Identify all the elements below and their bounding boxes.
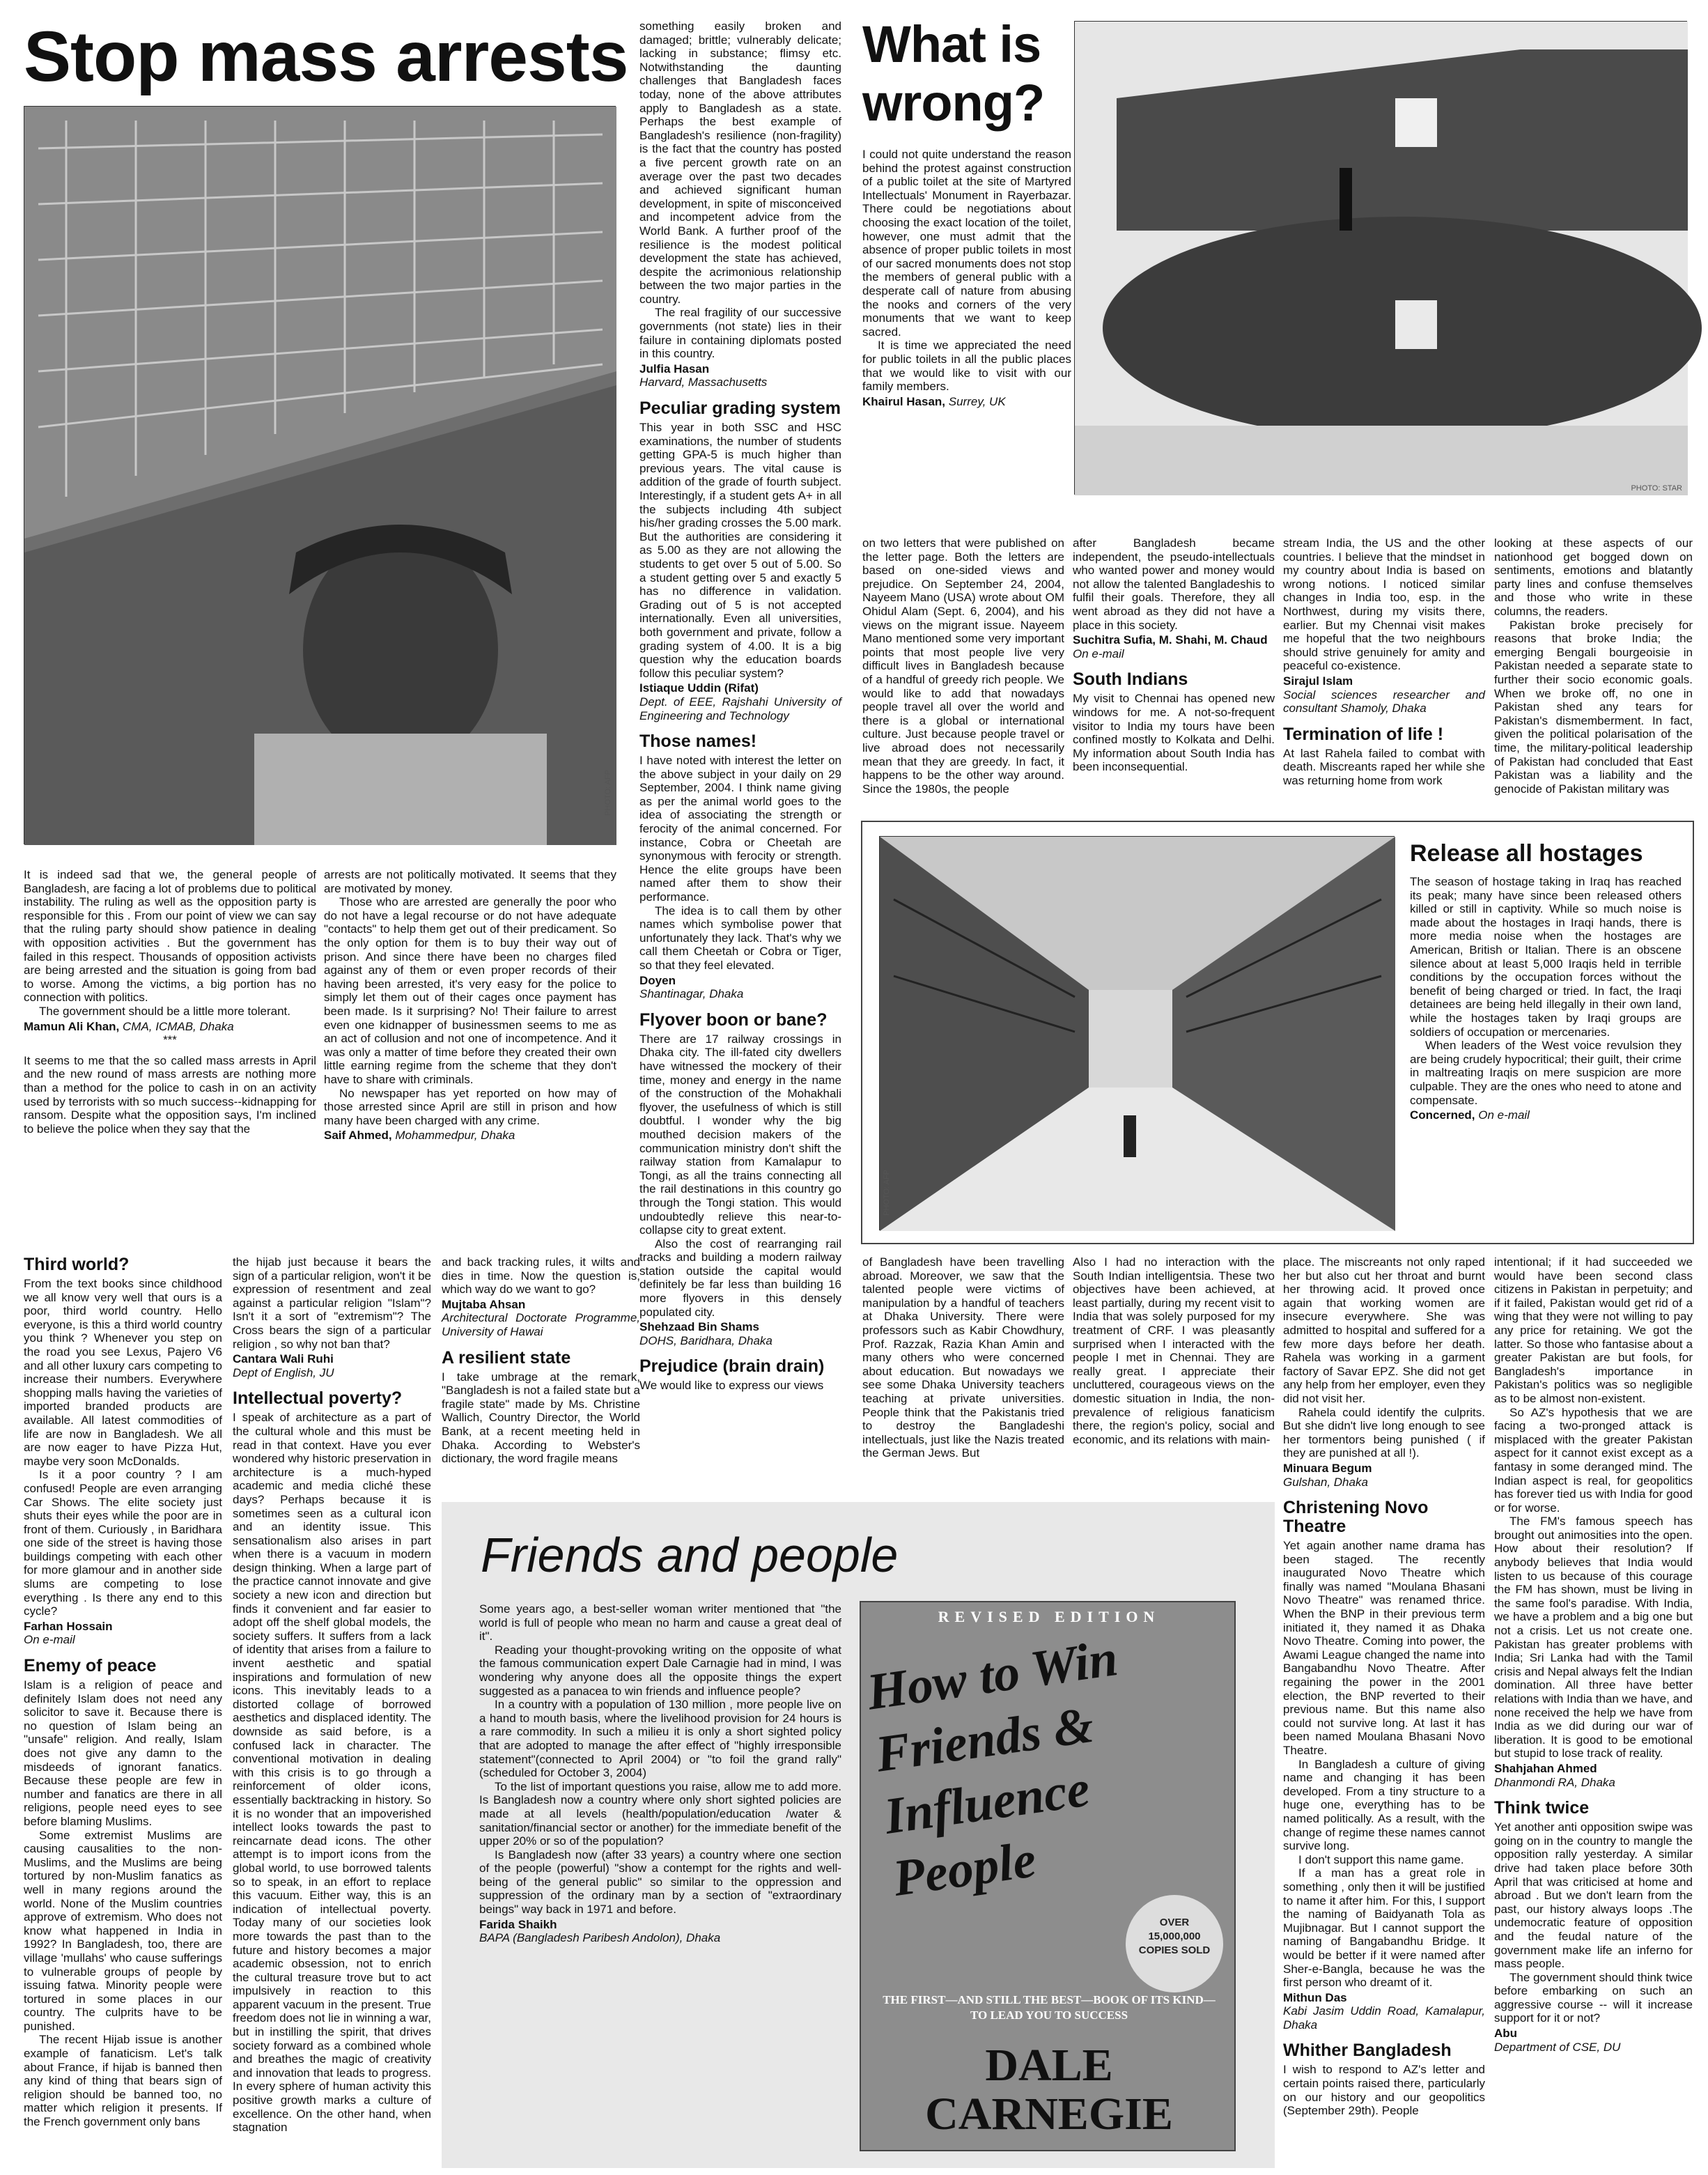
letter-heading: Third world? — [24, 1255, 130, 1274]
paragraph: From the text books since childhood we all know very well that ours is a poor, third world country. Hello everyone, is this a third world country you think ? Whenever you step on the road you see Lexus, Pajero V6 and all other luxury cars competing to increase their numbers. Everywhere shopping malls having the varieties of imported branded products are available. All latest commodities of life are now in Bangladesh. We all are now eager to have Pizza Hut, maybe very soon McDonalds. — [24, 1277, 222, 1468]
paragraph: Reading your thought-provoking writing on the opposite of what the famous communication expert Dale Carnagie had in mind, I was wondering why anyone does all the opposite things the expert suggested as a panacea to win friends and influence people? — [479, 1643, 841, 1698]
signature — [862, 395, 1071, 409]
author-name: Julfia Hasan — [639, 362, 710, 376]
headline-release-hostages: Release all hostages — [1410, 840, 1643, 867]
letter-heading: Flyover boon or bane? — [639, 1009, 828, 1030]
paragraph: stream India, the US and the other countries. I believe that the mindset in my country about India is based on wrong notions. I noticed similar changes in India too, esp. in the Northwest, during my visits there, earlier. But my Chennai visit makes me hopeful that the two neighbours should strive genuinely for amity and peaceful co-existence. — [1283, 536, 1485, 673]
bottom-column-1 — [24, 1255, 222, 2168]
author-name: Concerned, — [1410, 1108, 1475, 1122]
author-affiliation: Dept. of EEE, Rajshahi University of Engineering and Technology — [639, 695, 841, 722]
paragraph: At last Rahela failed to combat with death. Miscreants raped her while she was returning home from work — [1283, 746, 1485, 787]
author-affiliation: Kabi Jasim Uddin Road, Kamalapur, Dhaka — [1283, 2004, 1485, 2031]
letter-heading: Intellectual poverty? — [233, 1388, 403, 1409]
letter-column-1 — [24, 868, 316, 1216]
author-name: Sirajul Islam — [1283, 674, 1353, 688]
author-affiliation: On e-mail — [24, 1633, 75, 1647]
mid-column-7 — [1494, 536, 1693, 801]
paragraph: In a country with a population of 130 million , more people live on a hand to mouth basis, where the livelihood provision for 24 hours is a rare commodity. In such a milieu it is only a short sighted policy that are adopted to manage the after effect of "highly irresponsible statement"(connected to April 2004) or "to foil the grand rally" (scheduled for October 3, 2004) — [479, 1698, 841, 1780]
letter-column-2 — [324, 868, 616, 1216]
author-affiliation: Department of CSE, DU — [1494, 2040, 1621, 2054]
author-name: Mujtaba Ahsan — [442, 1297, 526, 1311]
letter-heading: Termination of life ! — [1283, 724, 1444, 744]
mid-column-5 — [1073, 536, 1275, 801]
paragraph: If a man has a great role in something , only then it will be justified to name it after him. For this, I support the naming of Baidyanath Tola as Mujibnagar. But I cannot support the naming of Bangabandhu Bridge. It would be better if it were named after Sher-e-Bangla, because he was the first person who dreamt of it. — [1283, 1866, 1485, 1990]
paragraph: I speak of architecture as a part of the cultural whole and this must be read in that context. Have you ever wondered why historic preservation in architecture is a much-hyped academic and media cliché these days? Perhaps because it is sometimes seen as a cultural icon and an identity issue. This sensationalism also arises in part when there is a vacuum in modern design thinking. When a large part of the practice cannot innovate and give society a new icon and direction but finds it convenient and far easier to adopt off the shelf global models, the society suffers. It suffers from a lack of identity that arises from a failure to invent aesthetic and spatial inspirations and formulation of new icons. This inevitably leads to a distorted collage of borrowed aesthetics and displaced identity. The downside as said before, is a confused lack in character. The conventional motivation in dealing with this crisis is to go through a reinforcement of older icons, essentially backtracking in history. So it is no wonder that an impoverished intellect looks towards the past to reincarnate dead icons. The other attempt is to import icons from the global world, to use borrowed talents so to speak, in an effort to replace this vacuum. Either way, this is an indication of intellectual poverty. Today many of our societies look more towards the past than to the future and history becomes a major academic obsession, not to enrich the cultural treasure trove but to act impulsively in reaction to this apparent vacuum in the present. True freedom does not lie in winning a war, but in instilling the spirit, that drives society forward as a combined whole and breathes the magic of creativity and innovation that leads to progress. In every sphere of human activity this positive growth marks a culture of excellence. On the other hand, when stagnation — [233, 1411, 431, 2135]
book-cover — [860, 1601, 1236, 2151]
paragraph: on two letters that were published on the letter page. Both the letters are based on one-sided views and prejudice. On September 24, 2004, Nayeem Mano (USA) wrote about OM Ohidul Alam (Sept. 6, 2004), and his views on the migrant issue. Nayeem Mano mentioned some very important points that most people live very difficult lives in Bangladesh because of a handful of greedy rich people. We would like to add that nowadays people travel all over the world and there is a global or international culture. Just because people travel or live abroad does not necessarily mean that they are greedy. In fact, it happens to be the other way around. Since the 1980s, the people — [862, 536, 1064, 796]
author-affiliation: Architectural Doctorate Programme, University of Hawai — [442, 1311, 640, 1338]
paragraph: arrests are not politically motivated. It seems that they are motivated by money. — [324, 868, 616, 895]
author-affiliation: Surrey, UK — [948, 394, 1006, 408]
letter-heading: Those names! — [639, 732, 757, 752]
paragraph: The FM's famous speech has brought out animosities into the open. How about their resolution? If anybody believes that India would listen to us because of this courage the FM has shown, must be living in the same fool's paradise. With India, we have a problem and a big one but not a crisis. Let us not create one. Pakistan has greater problems with India; Sri Lanka had with the Tamil crisis and Nepal always felt the Indian domination. All three have better relations with India than we have, and none received the help we have from India as we did during our war of liberation. It is good to be emotional but stupid to lose track of reality. — [1494, 1515, 1693, 1760]
separator: *** — [163, 1033, 177, 1047]
bottom-column-4 — [862, 1255, 1064, 1492]
paragraph: Also the cost of rearranging rail tracks and building a modern railway station outside the capital would definitely be far less than building 16 more flyovers in this densely populated city. — [639, 1237, 841, 1319]
paragraph: after Bangladesh became independent, the pseudo-intellectuals who wanted power and money would not allow the talented Bangladeshis to fulfil their goals. Therefore, they all went abroad as they did not have a place in this society. — [1073, 536, 1275, 632]
letter-heading: Prejudice (brain drain) — [639, 1356, 825, 1377]
letter-heading: Enemy of peace — [24, 1656, 157, 1676]
book-author: DALE CARNEGIE — [925, 2040, 1173, 2139]
signature — [1410, 1108, 1682, 1122]
paragraph: So AZ's hypothesis that we are facing a two-pronged attack is misplaced with the greater Pakistan aspect for it cannot exist except as a fantasy in some deranged mind. The Indian aspect is real, for geopolitics has forever tied us with India for good or for worse. — [1494, 1405, 1693, 1515]
paragraph: and back tracking rules, it wilts and dies in time. Now the question is, which way do we want to go? — [442, 1255, 640, 1297]
prison-corridor-illustration — [880, 837, 1395, 1231]
photo-prison-guard — [24, 106, 616, 844]
mid-column-4 — [862, 536, 1064, 801]
column-3-letters — [639, 20, 841, 1393]
letter-heading: Think twice — [1494, 1798, 1590, 1818]
paragraph: Yet another anti opposition swipe was going on in the country to mangle the opposition rally yesterday. A similar drive had taken place before 30th April that was criticised at home and abroad . But we don't learn from the past, our history always loops .The undemocratic feature of opposition and the feudal nature of the government make life an inferno for mass people. — [1494, 1820, 1693, 1971]
paragraph: My visit to Chennai has opened new windows for me. A not-so-frequent visitor to India my tours have been confined mostly to Kolkata and Delhi. My information about South India has been inconsequential. — [1073, 692, 1275, 774]
paragraph: There are 17 railway crossings in Dhaka city. The ill-fated city dwellers have witnessed the mockery of their time, money and energy in the name of the construction of the Mohakhali flyover, the usefulness of which is still doubtful. I wonder why the big mouthed decision makers of the communication ministry don't shift the railway station from Kamalapur to Tongi, as all the trains connecting all the rail destinations in this country go through the Tongi station. This would undoubtedly relieve this near-to-collapse city to great extent. — [639, 1032, 841, 1237]
paragraph: It is indeed sad that we, the general people of Bangladesh, are facing a lot of problems due to political instability. The ruling as well as the opposition party is responsible for this . From our point of view we can say that the ruling party should show patience in dealing with opposition activities . But the government has failed in this respect. Thousands of opposition activists are being arrested and the situation is going from bad to worse. Among the victims, a big portion has no connection with politics. — [24, 868, 316, 1005]
author-name: Shehzaad Bin Shams — [639, 1320, 759, 1334]
author-name: Mithun Das — [1283, 1990, 1347, 2004]
paragraph: Also I had no interaction with the South Indian intelligentsia. These two objectives have been achieved, at least partially, during my recent visit to India that was solely purposed for my treatment of CRF. I was pleasantly surprised when I interacted with the people I met in Chennai. They are really great. I appreciate their uncluttered, courageous views on the domestic situation in India, the non-prevalence of religious fanaticism there, the region's policy, social and economic, and its relations with main- — [1073, 1255, 1275, 1446]
photo-credit: PHOTO: AFP — [604, 770, 612, 816]
paragraph: The season of hostage taking in Iraq has reached its peak; many have since been released others killed or still in captivity. While so much noise is made about the hostages in Iraqi hands, there is more media noise when the hostages are American, British or Italian. There is an obscene silence about at least 5,000 Iraqis held in terrible conditions by the occupation forces without the benefit of being charged or tried. In fact, the Iraqi detainees are being held illegally in their own land, while the hostages taken by Iraqi groups are soldiers of occupation or mercenaries. — [1410, 875, 1682, 1039]
author-name: Mamun Ali Khan, — [24, 1019, 120, 1033]
photo-credit: PHOTO: STAR — [1631, 484, 1682, 493]
letter-heading: Peculiar grading system — [639, 398, 841, 419]
book-sales-badge: OVER 15,000,000 COPIES SOLD — [1126, 1895, 1223, 1992]
paragraph: I don't support this name game. — [1298, 1852, 1464, 1866]
author-name: Abu — [1494, 2027, 1518, 2041]
paragraph: something easily broken and damaged; brittle; vulnerably delicate; lacking in substance; flimsy etc. Notwithstanding the daunting challenges that Bangladesh faces today, none of the above attributes apply to Bangladesh as a state. Perhaps the best example of Bangladesh's resilience (non-fragility) is the fact that the country has posted a five percent growth rate on an average over the past two decades and achieved significant human development, in spite of misconceived and incompetent advice from the World Bank. A further proof of the resilience is the modest political development the state has achieved, despite the acrimonious relationship between the two major parties in the country. — [639, 20, 841, 306]
author-affiliation: DOHS, Baridhara, Dhaka — [639, 1333, 773, 1347]
monument-illustration — [1075, 22, 1688, 495]
letter-heading: Christening Novo Theatre — [1283, 1498, 1429, 1537]
paragraph: Rahela could identify the culprits. But she didn't live long enough to see her tormentors being punished ( if they are punished at all !). — [1283, 1405, 1485, 1460]
what-is-wrong-text — [862, 148, 1071, 496]
author-affiliation: On e-mail — [1478, 1108, 1530, 1122]
paragraph: Some extremist Muslims are causing causalities to the non-Muslims, and the Muslims are being tortured by non-Muslim fanatics as well in many regions around the world. None of the Muslim countries approve of extremism. Who does not know what happened in India in 1992? In Bangladesh, too, there are village 'mullahs' who cause sufferings to vulnerable groups of people by issuing fatwa. Minority people were tortured in some places in our country. The culprits have to be punished. — [24, 1828, 222, 2033]
paragraph: I take umbrage at the remark, "Bangladesh is not a failed state but a fragile state" made by Ms. Christine Wallich, Country Director, the World Bank, at a recent meeting held in Dhaka. According to Webster's dictionary, the word fragile means — [442, 1370, 640, 1466]
author-name: Suchitra Sufia, M. Shahi, M. Chaud — [1073, 633, 1268, 647]
book-subtitle: THE FIRST—AND STILL THE BEST—BOOK OF ITS KIND—TO LEAD YOU TO SUCCESS — [883, 1993, 1216, 2022]
paragraph: the hijab just because it bears the sign of a particular religion, won't it be expression of resentment and zeal against a particular religion "Islam"? Isn't it a sort of "extremism"? The Cross bears the sign of a particular religion , so why not ban that? — [233, 1255, 431, 1351]
friends-and-people-text — [479, 1602, 841, 2160]
author-affiliation: CMA, ICMAB, Dhaka — [123, 1019, 234, 1033]
author-affiliation: Shantinagar, Dhaka — [639, 987, 744, 1001]
bottom-column-6 — [1283, 1255, 1485, 2168]
paragraph: Pakistan broke precisely for reasons that broke India; the emerging Bengali bourgeoisie in Pakistan needed a separate state to further their socio economic goals. When we broke off, no one in Pakistan shed any tears for Pakistan's dismemberment. In fact, given the political polarisation of the time, the military-political leadership of Pakistan had concluded that East Pakistan was a liability and the genocide of Pakistan military was — [1494, 618, 1693, 796]
headline-stop-mass-arrests: Stop mass arrests — [24, 17, 628, 96]
paragraph: We would like to express our views — [639, 1379, 824, 1393]
author-name: Doyen — [639, 973, 676, 987]
book-title: How to Win Friends & Influence People — [863, 1630, 1121, 1907]
prison-guard-illustration — [24, 107, 616, 845]
photo-credit: PHOTO: AFP — [883, 1170, 891, 1216]
author-name: Farida Shaikh — [479, 1917, 557, 1931]
author-affiliation: Mohammedpur, Dhaka — [395, 1129, 515, 1143]
paragraph: I wish to respond to AZ's letter and certain points raised there, particularly on our history and our geopolitics (September 29th). People — [1283, 2063, 1485, 2118]
paragraph: No newspaper has yet reported on how may of those arrested since April are still in prison and how many have been charged with any crime. — [324, 1086, 616, 1127]
paragraph: I could not quite understand the reason behind the protest against construction of a public toilet at the site of Martyred Intellectuals' Monument in Rayerbazar. There could be negotiations about choosing the exact location of the toilet, however, one must admit that the absence of proper public toilets in most of our sacred monuments does not stop the members of general public with a desperate call of nature from abusing the nooks and corners of the very monuments that we want to keep sacred. — [862, 148, 1071, 339]
author-name: Cantara Wali Ruhi — [233, 1352, 334, 1366]
paragraph: This year in both SSC and HSC examinations, the number of students getting GPA-5 is much higher than previous years. The vital cause is addition of the grade of fourth subject. Interestingly, if a student gets A+ in all the subjects including 4th subject his/her grading crosses the 5.00 mark. But the authorities are considering it as 5.00 as they are not allowing the students to get over 5 out of 5.00. So a student getting over 5 and exactly 5 has no difference in validation. Grading out of 5 is not accepted internationally. Even all universities, both government and private, follow a grading system of 4.00. It is a big question why the education boards follow this peculiar system? — [639, 421, 841, 680]
paragraph: The real fragility of our successive governments (not state) lies in their failure in containing diplomats posted in this country. — [639, 306, 841, 361]
author-affiliation: Social sciences researcher and consultant Shamoly, Dhaka — [1283, 688, 1485, 715]
paragraph: To the list of important questions you raise, allow me to add more. Is Bangladesh now a country where only short sighted policies are made at all levels (health/population/education /water & sanitation/financial sector or another) for the immediate benefit of the upper 20% or so of the population? — [479, 1779, 841, 1848]
paragraph: place. The miscreants not only raped her but also cut her throat and burnt her throwing acid. It proved once again that working women are insecure everywhere. She was admitted to hospital and suffered for a few more days before her death. Rahela was working in a garment factory of Savar EPZ. She did not get any help from her employer, even they did not visit her. — [1283, 1255, 1485, 1405]
paragraph: When leaders of the West voice revulsion they are being crudely hypocritical; their guilt, their crime in maltreating Iraqis on mere suspicion are more culpable. They are the ones who need to atone and compensate. — [1410, 1039, 1682, 1107]
headline-what-is-wrong: What is wrong? — [862, 15, 1045, 132]
bottom-column-7 — [1494, 1255, 1693, 2168]
author-name: Istiaque Uddin (Rifat) — [639, 681, 759, 695]
author-affiliation: BAPA (Bangladesh Paribesh Andolon), Dhaka — [479, 1931, 721, 1945]
letter-heading: South Indians — [1073, 669, 1188, 690]
author-affiliation: On e-mail — [1073, 647, 1124, 660]
paragraph: of Bangladesh have been travelling abroad. Moreover, we saw that the talented people were victims of manipulation by a handful of teachers at Dhaka University. There were professors such as Kabir Chowdhury, Prof. Razzak, Razia Khan Amin and many others who were concerned about education. But nowadays we see some Dhaka University teachers teaching at private universities. People think that the Pakistanis tried to destroy the Bangladeshi intellectuals, just like the Nazis treated the German Jews. But — [862, 1255, 1064, 1460]
paragraph: Yet again another name drama has been staged. The recently inaugurated Novo Theatre which finally was named "Moulana Bhasani Novo Theatre" was renamed thrice. When the BNP in their previous term initiated it, they named it as Dhaka Novo Theatre. Coming into power, the Awami League changed the name into Bangabandhu Novo Theatre. After regaining the power in the 2001 election, the BNP reverted to their previous name. But this name also could not survive long. At last it has been named Moulana Bhasani Novo Theatre. — [1283, 1539, 1485, 1757]
paragraph: looking at these aspects of our nationhood get bogged down on sentiments, emotions and blatantly party lines and confuse themselves and those who write in these columns, the readers. — [1494, 536, 1693, 618]
paragraph: Is it a poor country ? I am confused! People are even arranging Car Shows. The elite society just shuts their eyes while the poor are in front of them. Curiously , in Baridhara one side of the street is having those buildings competing with each other for more glamour and in another side slums are competing to lose everything . Is there any end to this cycle? — [24, 1468, 222, 1618]
paragraph: The government should think twice before embarking on such an aggressive course -- will it increase support for it or not? — [1494, 1970, 1693, 2025]
bottom-column-5 — [1073, 1255, 1275, 1492]
book-edition-label: REVISED EDITION — [938, 1608, 1160, 1625]
paragraph: I have noted with interest the letter on the above subject in your daily on 29 September, 2004. I think name giving as per the animal world goes to the idea of associating the strength or ferocity of the animal concerned. For instance, Cobra or Cheetah are synonymous with ferocity or strength. Hence the elite groups have been named after them to show their performance. — [639, 754, 841, 904]
signature — [24, 1020, 316, 1034]
release-hostages-text — [1410, 875, 1682, 1237]
author-affiliation: Dept of English, JU — [233, 1365, 334, 1379]
paragraph: In Bangladesh a culture of giving name and changing it has been developed. From a tiny structure to a huge one, everything has to be named politically. As a result, with the change of regime these names cannot survive long. — [1283, 1757, 1485, 1853]
author-name: Saif Ahmed, — [324, 1129, 392, 1143]
letter-heading: A resilient state — [442, 1347, 571, 1368]
mid-column-6 — [1283, 536, 1485, 801]
paragraph: Islam is a religion of peace and definitely Islam does not need any solicitor to save it. Because there is no question of Islam being an "unsafe" religion. And really, Islam does not give any damn to the misdeeds of ignorant fanatics. Because these people are few in number and fanatics are there in all religions, people need eyes to see before blaming Muslims. — [24, 1678, 222, 1828]
paragraph: The idea is to call them by other names which symbolise power that unfortunately they lack. That's why we call them Cheetah or Cobra or Tiger, so that they feel elevated. — [639, 904, 841, 972]
author-affiliation: Harvard, Massachusetts — [639, 376, 768, 389]
author-affiliation: Dhanmondi RA, Dhaka — [1494, 1775, 1615, 1789]
letter-heading: Whither Bangladesh — [1283, 2041, 1452, 2061]
author-affiliation: Gulshan, Dhaka — [1283, 1475, 1368, 1489]
paragraph: It seems to me that the so called mass arrests in April and the new round of mass arrests are nothing more than a method for the police to cash in on an activity used by terrorists with so much success--kidnapping for ransom. Despite what the opposition says, I'm inclined to believe the police when they say that the — [24, 1053, 316, 1136]
author-name: Minuara Begum — [1283, 1461, 1372, 1475]
author-name: Khairul Hasan, — [862, 394, 946, 408]
signature — [324, 1129, 616, 1143]
photo-monument-reflection — [1074, 21, 1687, 495]
paragraph: The government should be a little more tolerant. — [39, 1004, 290, 1018]
photo-prison-corridor — [879, 836, 1395, 1230]
paragraph: It is time we appreciated the need for public toilets in all the public places that we would like to visit with our family members. — [862, 339, 1071, 394]
headline-friends-and-people: Friends and people — [481, 1528, 899, 1582]
paragraph: Those who are arrested are generally the poor who do not have a legal recourse or do not have adequate "contacts" to help them get out of their predicament. So the only option for them is to buy their way out of prison. And since there have been no charges filed against any of them or even proper records of their having been arrested, it's very easy for the police to simply let them out of their cages once payment has been made. Is it surprising? No! Their failure to arrest even one kidnapper of businessmen seems to me as an act of collusion and not one of incompetence. And it was only a matter of time before they created their own little earning regime from the scheme that they don't have to share with criminals. — [324, 895, 616, 1086]
paragraph: The recent Hijab issue is another example of fanaticism. Let's talk about France, if hijab is banned then any kind of thing that bears sign of religion should be banned too, no matter which religion it presents. If the French government only bans — [24, 2033, 222, 2129]
paragraph: Is Bangladesh now (after 33 years) a country where one section of the people (powerful) "show a contempt for the rights and well-being of the general public" so similar to the oppression and suppression of the ordinary man by a section of "extraordinary beings" way back in 1971 and before. — [479, 1848, 841, 1917]
author-name: Farhan Hossain — [24, 1619, 113, 1633]
paragraph: Some years ago, a best-seller woman writer mentioned that "the world is full of people who mean no harm and cause a great deal of it". — [479, 1602, 841, 1643]
bottom-column-2 — [233, 1255, 431, 2168]
author-name: Shahjahan Ahmed — [1494, 1761, 1597, 1775]
paragraph: intentional; if it had succeeded we would have been second class citizens in Pakistan in perpetuity; and if it failed, Pakistan would get rid of a wing that they were not willing to pay any price for retaining. We got the latter. So those who fantasise about a greater Pakistan are but fools, for Bangladesh's importance in Pakistan's politics was so negligible as to be almost non-existent. — [1494, 1255, 1693, 1405]
